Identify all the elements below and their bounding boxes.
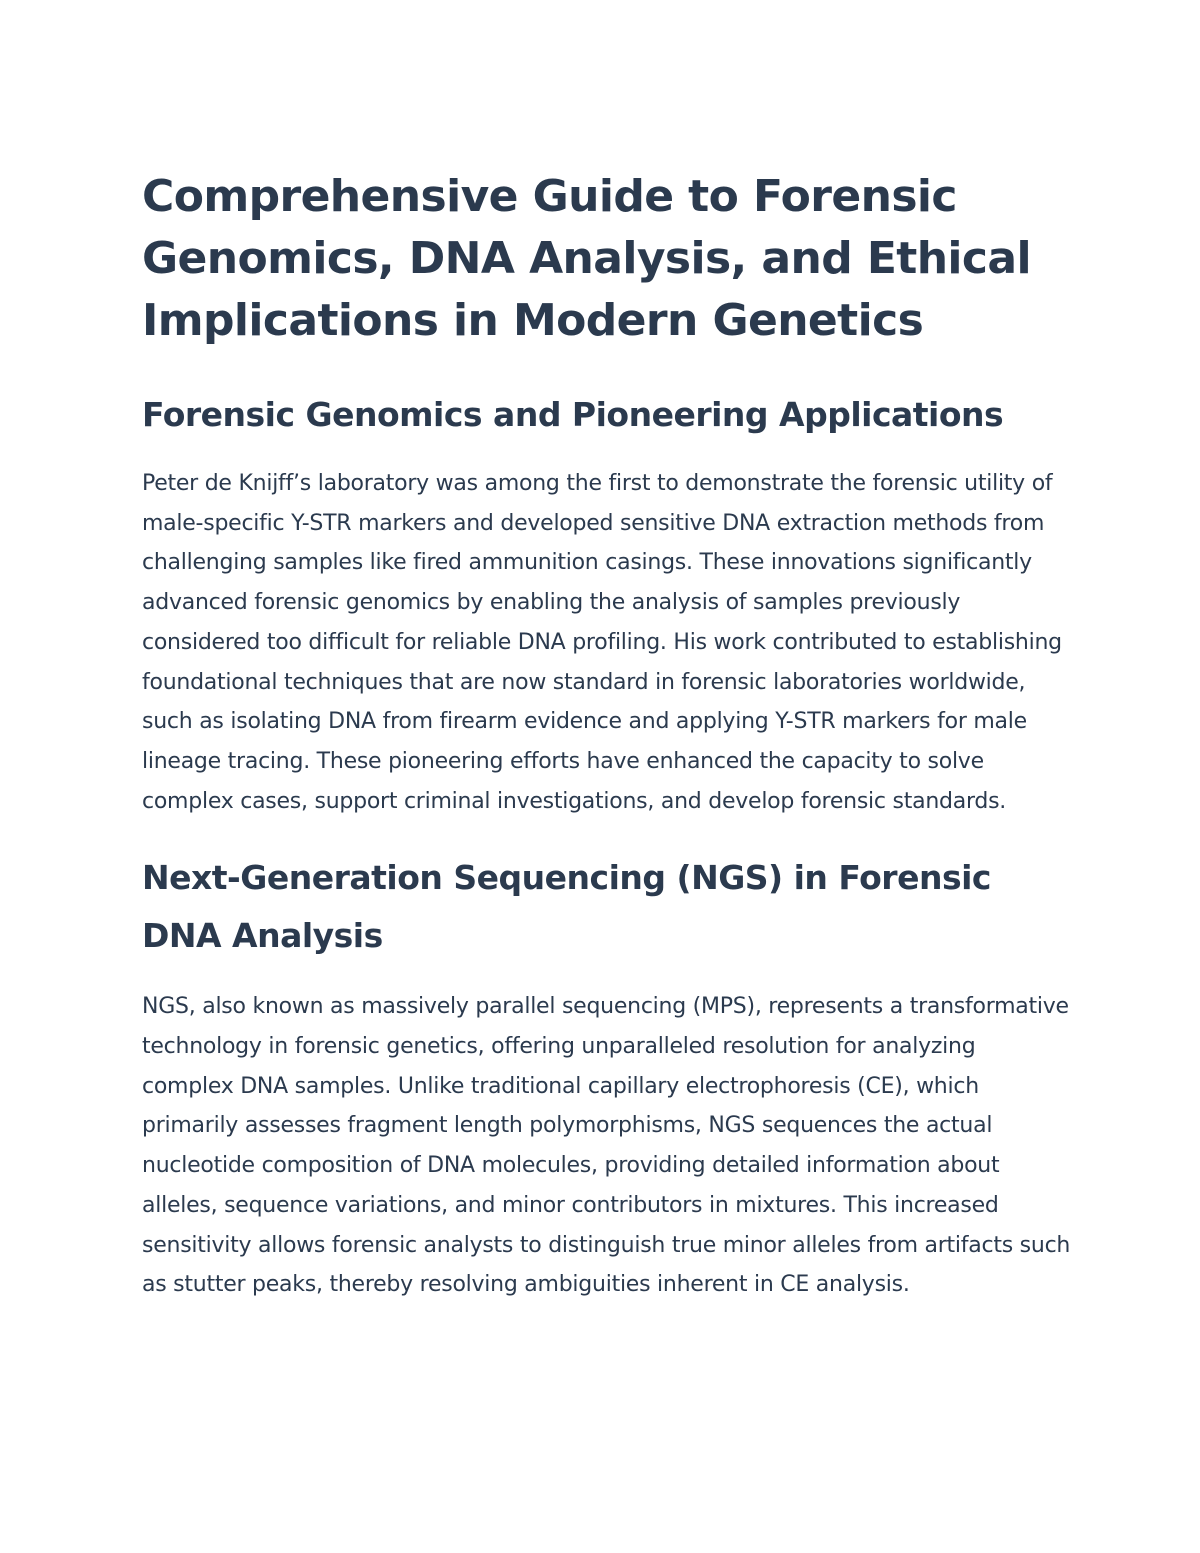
section-forensic-genomics <box>142 390 1072 821</box>
document-title: Comprehensive Guide to Forensic Genomics, DNA Analysis, and Ethical Implications in Modern Genetics <box>142 171 1031 346</box>
section-heading-forensic-genomics: Forensic Genomics and Pioneering Applications <box>142 395 1004 434</box>
section-paragraph-ngs: NGS, also known as massively parallel sequencing (MPS), represents a transformative technology in forensic genetics, offering unparalleled resolution for analyzing complex DNA samples. Unlike traditional capillary electrophoresis (CE), which primarily assesses fragment length polymorphisms, NGS sequences the actual nucleotide composition of DNA molecules, providing detailed information about alleles, sequence variations, and minor contributors in mixtures. This increased sensitivity allows forensic analysts to distinguish true minor alleles from artifacts such as stutter peaks, thereby resolving ambiguities inherent in CE analysis. <box>142 994 1071 1298</box>
document-page <box>142 166 1072 1305</box>
section-heading-ngs: Next-Generation Sequencing (NGS) in Forensic DNA Analysis <box>142 858 991 956</box>
section-ngs <box>142 849 1072 1305</box>
section-paragraph-forensic-genomics: Peter de Knijff’s laboratory was among the first to demonstrate the forensic utility of male-specific Y-STR markers and developed sensitive DNA extraction methods from challenging samples like fired ammunition casings. These innovations significantly advanced forensic genomics by enabling the analysis of samples previously considered too difficult for reliable DNA profiling. His work contributed to establishing foundational techniques that are now standard in forensic laboratories worldwide, such as isolating DNA from firearm evidence and applying Y-STR markers for male lineage tracing. These pioneering efforts have enhanced the capacity to solve complex cases, support criminal investigations, and develop forensic standards. <box>142 471 1062 814</box>
